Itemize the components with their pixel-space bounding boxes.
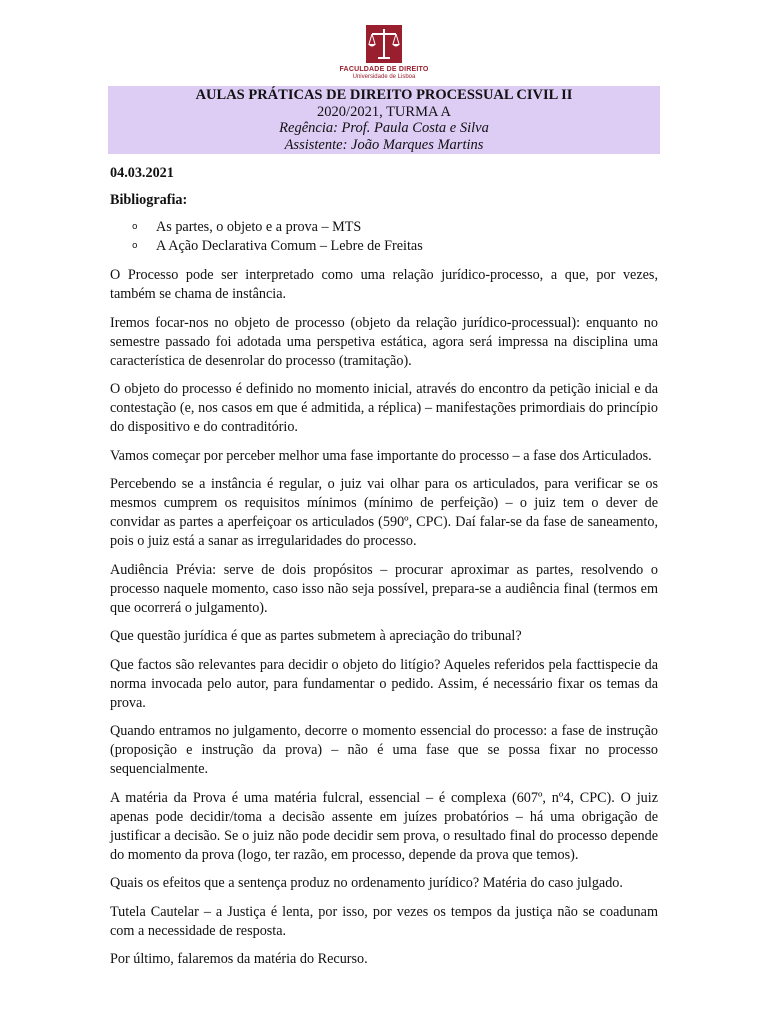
bullet-icon: o	[132, 241, 138, 251]
paragraph: Quando entramos no julgamento, decorre o momento essencial do processo: a fase de instrução (proposição e instrução da prova) – não é uma fase que se possa fixar no processo sequencialmente.	[110, 723, 658, 777]
bibliography-item	[110, 218, 658, 237]
bullet-icon: o	[132, 222, 138, 232]
course-title: AULAS PRÁTICAS DE DIREITO PROCESSUAL CIVIL II	[195, 87, 573, 103]
scales-of-justice-icon	[339, 22, 429, 66]
paragraph: Quais os efeitos que a sentença produz no ordenamento jurídico? Matéria do caso julgado.	[110, 875, 623, 891]
paragraph: Que questão jurídica é que as partes submetem à apreciação do tribunal?	[110, 628, 522, 644]
paragraph: A matéria da Prova é uma matéria fulcral, essencial – é complexa (607º, nº4, CPC). O juiz apenas pode decidir/toma a decisão assente em juízes probatórios – há uma obrigação de justificar a decisão. Se o juiz não pode decidir sem prova, o resultado final do processo depende do momento da prova (logo, ter razão, em processo, depende da prova que temos).	[110, 789, 658, 863]
paragraph: Audiência Prévia: serve de dois propósitos – procurar aproximar as partes, resolvendo o processo naquele momento, caso isso não seja possível, prepara-se a audiência final (termos em que ocorrerá o julgamento).	[110, 561, 658, 616]
paragraph: Tutela Cautelar – a Justiça é lenta, por isso, por vezes os tempos da justiça não se coadunam com a necessidade de resposta.	[110, 903, 658, 939]
paragraph: Que factos são relevantes para decidir o objeto do litígio? Aqueles referidos pela facttispecie da norma invocada pelo autor, para fundamentar o pedido. Assim, é necessário fixar os temas da prova.	[110, 656, 658, 711]
paragraph: Vamos começar por perceber melhor uma fase importante do processo – a fase dos Articulados.	[110, 447, 652, 464]
logo-caption-faculty: FACULDADE DE DIREITO	[339, 66, 429, 73]
logo-caption-university: Universidade de Lisboa	[352, 74, 416, 80]
paragraph: O Processo pode ser interpretado como uma relação jurídico-processo, a que, por vezes, também se chama de instância.	[110, 267, 658, 302]
bibliography-list	[110, 218, 658, 256]
paragraph: Percebendo se a instância é regular, o juiz vai olhar para os articulados, para verificar se os mesmos cumprem os requisitos mínimos (mínimo de perfeição) – o juiz tem o dever de convidar as partes a aperfeiçoar os articulados (590º, CPC). Daí falar-se da fase de saneamento, pois o juiz está a sanar as irregularidades do processo.	[110, 476, 658, 549]
course-regencia: Regência: Prof. Paula Costa e Silva	[279, 120, 489, 136]
paragraph: Por último, falaremos da matéria do Recurso.	[110, 951, 368, 967]
paragraph: Iremos focar-nos no objeto de processo (objeto da relação jurídico-processual): enquanto no semestre passado foi adotada uma perspetiva estática, agora será impressa na disciplina uma característica de desenrolar do processo (tramitação).	[110, 314, 658, 369]
course-assistente: Assistente: João Marques Martins	[284, 136, 484, 153]
bibliography-heading: Bibliografia:	[110, 192, 188, 208]
document-body	[110, 164, 658, 979]
paragraph: O objeto do processo é definido no momento inicial, através do encontro da petição inicial e da contestação (e, nos casos em que é admitida, a réplica) – manifestações primordiais do princípio do dispositivo e do contraditório.	[110, 381, 658, 435]
bibliography-item-text: As partes, o objeto e a prova – MTS	[156, 219, 362, 235]
lesson-date: 04.03.2021	[110, 165, 174, 181]
course-year-class: 2020/2021, TURMA A	[317, 103, 451, 120]
course-header	[108, 86, 660, 154]
faculty-logo	[339, 22, 429, 82]
bibliography-item-text: A Ação Declarativa Comum – Lebre de Freitas	[156, 238, 423, 254]
bibliography-item	[110, 237, 658, 256]
